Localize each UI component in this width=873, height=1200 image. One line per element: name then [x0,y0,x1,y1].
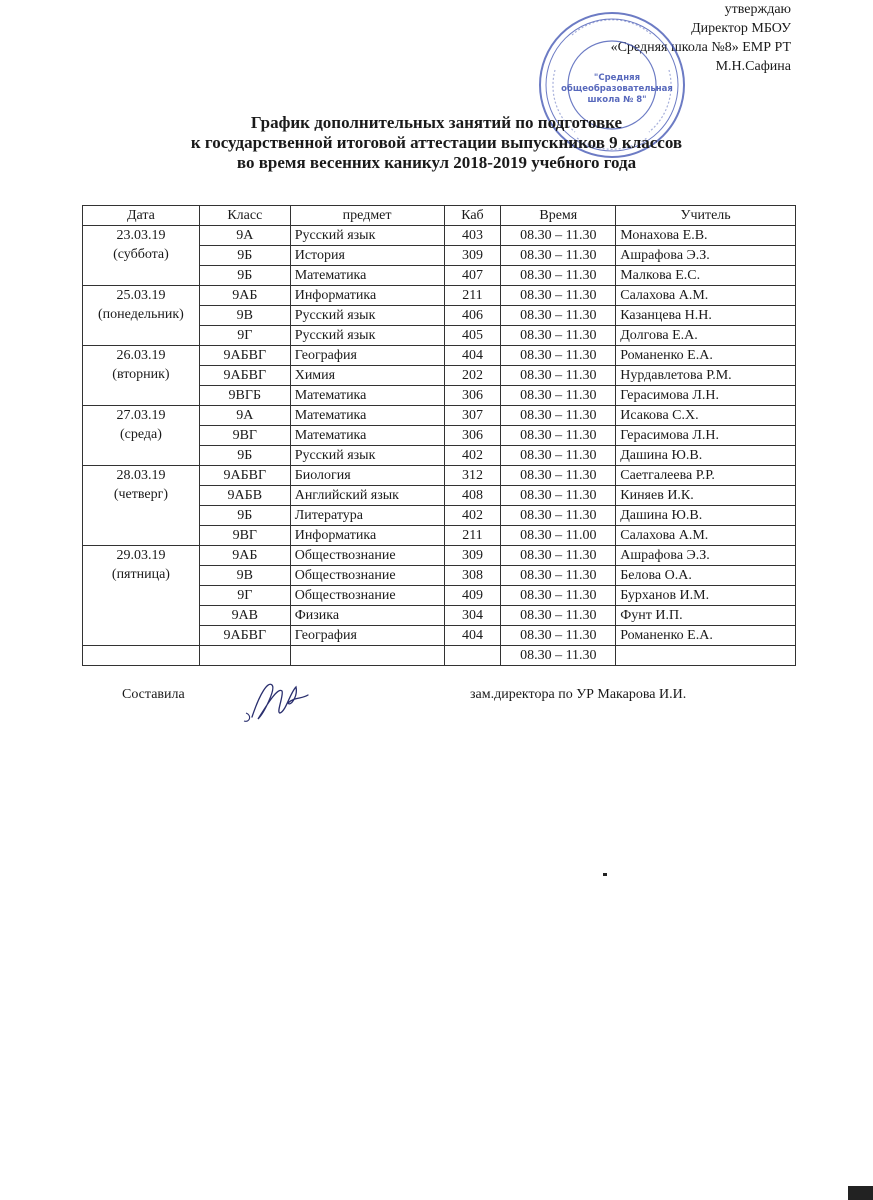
teacher-cell: Долгова Е.А. [616,326,796,346]
class-cell: 9Б [199,446,290,466]
subject-cell: Обществознание [290,546,444,566]
teacher-cell: Киняев И.К. [616,486,796,506]
date-value: 29.03.19 [116,548,166,563]
subject-cell: История [290,246,444,266]
stamp-text-line-3: школа № 8" [587,95,647,105]
room-cell: 408 [444,486,501,506]
approval-line-1: утверждаю [724,2,791,17]
time-cell: 08.30 – 11.30 [501,646,616,666]
class-cell: 9АБВГ [199,366,290,386]
schedule-table [82,205,796,666]
weekday-value: (вторник) [112,367,170,382]
approval-line-3: «Средняя школа №8» ЕМР РТ [610,40,791,55]
class-cell: 9Б [199,506,290,526]
class-cell [199,646,290,666]
teacher-cell: Романенко Е.А. [616,346,796,366]
time-cell: 08.30 – 11.00 [501,526,616,546]
room-cell: 308 [444,566,501,586]
subject-cell: Русский язык [290,446,444,466]
teacher-cell [616,646,796,666]
date-cell [83,226,200,286]
class-cell: 9АБВГ [199,466,290,486]
teacher-cell: Герасимова Л.Н. [616,386,796,406]
title-line-3: во время весенних каникул 2018-2019 учебного года [236,153,637,172]
room-cell: 309 [444,246,501,266]
teacher-cell: Нурдавлетова Р.М. [616,366,796,386]
class-cell: 9Б [199,246,290,266]
time-cell: 08.30 – 11.30 [501,226,616,246]
teacher-cell: Исакова С.Х. [616,406,796,426]
date-cell [83,646,200,666]
teacher-cell: Ашрафова Э.З. [616,246,796,266]
class-cell: 9ВГБ [199,386,290,406]
compiled-by-label: Составила [122,687,185,702]
room-cell: 211 [444,286,501,306]
subject-cell: Информатика [290,286,444,306]
date-cell [83,546,200,646]
compiler-name: зам.директора по УР Макарова И.И. [470,687,687,702]
class-cell: 9АБ [199,546,290,566]
date-value: 25.03.19 [116,288,166,303]
room-cell: 403 [444,226,501,246]
header-time: Время [501,206,616,226]
subject-cell: Русский язык [290,226,444,246]
subject-cell: Математика [290,386,444,406]
scan-dot [603,873,607,876]
stamp-text-line-1: "Средняя [593,73,641,83]
room-cell: 404 [444,346,501,366]
class-cell: 9АБВГ [199,626,290,646]
time-cell: 08.30 – 11.30 [501,506,616,526]
time-cell: 08.30 – 11.30 [501,246,616,266]
subject-cell: Химия [290,366,444,386]
time-cell: 08.30 – 11.30 [501,566,616,586]
teacher-cell: Казанцева Н.Н. [616,306,796,326]
teacher-cell: Фунт И.П. [616,606,796,626]
room-cell: 307 [444,406,501,426]
weekday-value: (пятница) [111,567,170,582]
subject-cell: География [290,346,444,366]
class-cell: 9Г [199,586,290,606]
subject-cell: География [290,626,444,646]
room-cell: 406 [444,306,501,326]
time-cell: 08.30 – 11.30 [501,266,616,286]
header-room: Каб [444,206,501,226]
weekday-value: (среда) [119,427,162,442]
teacher-cell: Романенко Е.А. [616,626,796,646]
class-cell: 9В [199,306,290,326]
header-subject: предмет [290,206,444,226]
stamp-text-line-2: общеобразовательная [561,84,673,94]
date-cell [83,406,200,466]
room-cell: 312 [444,466,501,486]
table-row [83,646,796,666]
date-value: 23.03.19 [116,228,166,243]
approval-line-4: М.Н.Сафина [715,59,791,74]
time-cell: 08.30 – 11.30 [501,346,616,366]
class-cell: 9АВ [199,606,290,626]
time-cell: 08.30 – 11.30 [501,626,616,646]
time-cell: 08.30 – 11.30 [501,326,616,346]
subject-cell [290,646,444,666]
approval-line-2: Директор МБОУ [691,21,791,36]
time-cell: 08.30 – 11.30 [501,586,616,606]
time-cell: 08.30 – 11.30 [501,286,616,306]
time-cell: 08.30 – 11.30 [501,426,616,446]
subject-cell: Литература [290,506,444,526]
date-cell [83,466,200,546]
date-value: 28.03.19 [116,468,166,483]
table-header-row [83,206,796,226]
teacher-cell: Монахова Е.В. [616,226,796,246]
time-cell: 08.30 – 11.30 [501,486,616,506]
class-cell: 9ВГ [199,426,290,446]
subject-cell: Информатика [290,526,444,546]
subject-cell: Математика [290,406,444,426]
time-cell: 08.30 – 11.30 [501,386,616,406]
subject-cell: Обществознание [290,566,444,586]
subject-cell: Математика [290,266,444,286]
teacher-cell: Саетгалеева Р.Р. [616,466,796,486]
class-cell: 9В [199,566,290,586]
teacher-cell: Дашина Ю.В. [616,506,796,526]
class-cell: 9Г [199,326,290,346]
class-cell: 9Б [199,266,290,286]
header-class: Класс [199,206,290,226]
title-line-1: График дополнительных занятий по подготовке [250,113,623,132]
class-cell: 9АБ [199,286,290,306]
room-cell: 202 [444,366,501,386]
date-cell [83,286,200,346]
room-cell: 306 [444,386,501,406]
time-cell: 08.30 – 11.30 [501,546,616,566]
weekday-value: (четверг) [113,487,169,502]
room-cell: 407 [444,266,501,286]
class-cell: 9А [199,226,290,246]
room-cell: 409 [444,586,501,606]
room-cell: 306 [444,426,501,446]
time-cell: 08.30 – 11.30 [501,406,616,426]
scan-mark [848,1186,873,1200]
room-cell: 309 [444,546,501,566]
header-date: Дата [83,206,200,226]
header-teacher: Учитель [616,206,796,226]
page-title [0,113,873,173]
room-cell: 402 [444,506,501,526]
date-value: 27.03.19 [116,408,166,423]
time-cell: 08.30 – 11.30 [501,366,616,386]
room-cell: 404 [444,626,501,646]
subject-cell: Математика [290,426,444,446]
table-row [83,226,796,246]
subject-cell: Обществознание [290,586,444,606]
teacher-cell: Дашина Ю.В. [616,446,796,466]
table-row [83,286,796,306]
class-cell: 9ВГ [199,526,290,546]
table-row [83,346,796,366]
room-cell: 405 [444,326,501,346]
subject-cell: Физика [290,606,444,626]
teacher-cell: Герасимова Л.Н. [616,426,796,446]
subject-cell: Русский язык [290,326,444,346]
room-cell [444,646,501,666]
teacher-cell: Бурханов И.М. [616,586,796,606]
signature-image [238,673,318,729]
weekday-value: (понедельник) [98,307,184,322]
table-row [83,406,796,426]
weekday-value: (суббота) [113,247,169,262]
date-value: 26.03.19 [116,348,166,363]
table-row [83,466,796,486]
subject-cell: Английский язык [290,486,444,506]
time-cell: 08.30 – 11.30 [501,306,616,326]
teacher-cell: Ашрафова Э.З. [616,546,796,566]
table-row [83,546,796,566]
subject-cell: Биология [290,466,444,486]
teacher-cell: Салахова А.М. [616,286,796,306]
teacher-cell: Салахова А.М. [616,526,796,546]
class-cell: 9АБВ [199,486,290,506]
room-cell: 402 [444,446,501,466]
teacher-cell: Малкова Е.С. [616,266,796,286]
class-cell: 9А [199,406,290,426]
class-cell: 9АБВГ [199,346,290,366]
subject-cell: Русский язык [290,306,444,326]
date-cell [83,346,200,406]
teacher-cell: Белова О.А. [616,566,796,586]
room-cell: 211 [444,526,501,546]
time-cell: 08.30 – 11.30 [501,606,616,626]
time-cell: 08.30 – 11.30 [501,446,616,466]
time-cell: 08.30 – 11.30 [501,466,616,486]
room-cell: 304 [444,606,501,626]
title-line-2: к государственной итоговой аттестации выпускников 9 классов [190,133,683,152]
schedule-body [83,226,796,666]
